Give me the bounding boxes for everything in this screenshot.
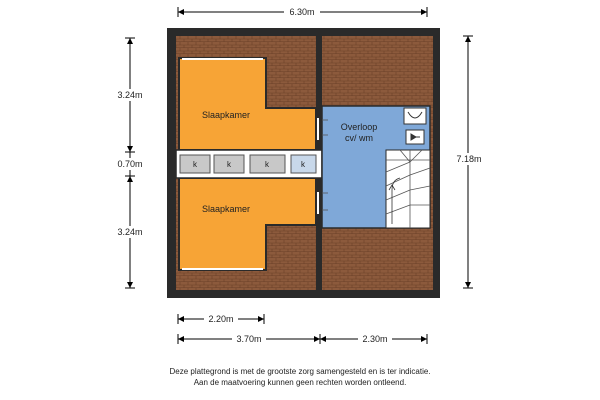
bedroom-bottom-label: Slaapkamer bbox=[201, 204, 251, 214]
cupboard-label-1: k bbox=[193, 160, 197, 169]
disclaimer-line-1: Deze plattegrond is met de grootste zorg samengesteld en is ter indicatie. bbox=[169, 367, 431, 376]
landing-label: Overloop bbox=[340, 122, 378, 132]
dim-bottom-small-label: 2.20m bbox=[208, 314, 234, 324]
dim-right bbox=[452, 36, 486, 288]
disclaimer-line-2: Aan de maatvoering kunnen geen rechten worden ontleend. bbox=[193, 378, 407, 387]
dim-left-upper-label: 3.24m bbox=[117, 90, 143, 100]
cupboard-label-3: k bbox=[265, 160, 269, 169]
cupboard-label-4: k bbox=[301, 160, 305, 169]
dim-right-label: 7.18m bbox=[456, 154, 482, 164]
dim-left bbox=[113, 38, 147, 288]
bedroom-top-label: Slaapkamer bbox=[201, 110, 251, 120]
dim-top-label: 6.30m bbox=[289, 7, 315, 17]
dim-top bbox=[178, 5, 427, 18]
landing-sublabel: cv/ wm bbox=[345, 133, 373, 143]
cupboard-label-2: k bbox=[227, 160, 231, 169]
washing-machine-icon bbox=[406, 130, 424, 144]
boiler-icon bbox=[404, 108, 426, 124]
cupboard-strip bbox=[176, 150, 322, 178]
dim-bottom bbox=[178, 313, 427, 345]
staircase bbox=[386, 150, 430, 228]
dim-left-lower-label: 3.24m bbox=[117, 227, 143, 237]
dim-left-middle-label: 0.70m bbox=[117, 159, 143, 169]
dim-bottom-right-label: 2.30m bbox=[362, 334, 388, 344]
dim-bottom-left-label: 3.70m bbox=[236, 334, 262, 344]
